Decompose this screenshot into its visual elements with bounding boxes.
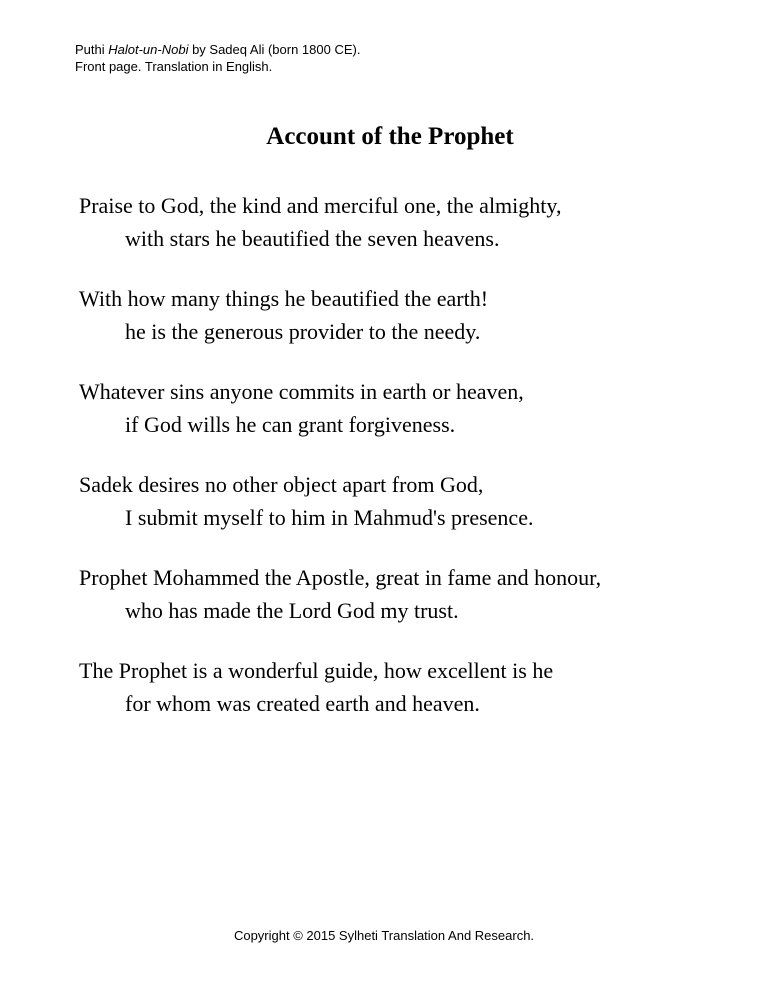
stanza-line-indented: with stars he beautified the seven heavens. — [125, 226, 500, 251]
stanza-line-indented: if God wills he can grant forgiveness. — [125, 412, 456, 437]
header-prefix: Puthi — [75, 42, 109, 57]
stanza-line: Sadek desires no other object apart from God, — [79, 472, 484, 497]
stanza-line: Prophet Mohammed the Apostle, great in fame and honour, — [79, 565, 602, 590]
poem — [79, 189, 601, 747]
stanza — [79, 282, 601, 348]
stanza-line: Whatever sins anyone commits in earth or heaven, — [79, 379, 524, 404]
stanza — [79, 375, 601, 441]
stanza — [79, 468, 601, 534]
stanza — [79, 654, 601, 720]
stanza-line-indented: for whom was created earth and heaven. — [125, 691, 480, 716]
stanza-line: The Prophet is a wonderful guide, how excellent is he — [79, 658, 554, 683]
stanza-line: Praise to God, the kind and merciful one, the almighty, — [79, 193, 562, 218]
stanza-line-indented: who has made the Lord God my trust. — [125, 598, 459, 623]
header-suffix: by Sadeq Ali (born 1800 CE). — [188, 42, 361, 57]
header-line-1 — [75, 41, 360, 58]
page-header — [75, 41, 360, 75]
stanza-line: With how many things he beautified the earth! — [79, 286, 489, 311]
copyright-footer: Copyright © 2015 Sylheti Translation And Research. — [233, 928, 535, 943]
stanza-line-indented: he is the generous provider to the needy. — [125, 319, 481, 344]
work-title: Halot-un-Nobi — [108, 42, 189, 57]
stanza — [79, 561, 601, 627]
header-line-2: Front page. Translation in English. — [75, 59, 273, 74]
page-title: Account of the Prophet — [266, 123, 514, 150]
stanza-line-indented: I submit myself to him in Mahmud's presence. — [125, 505, 534, 530]
stanza — [79, 189, 601, 255]
